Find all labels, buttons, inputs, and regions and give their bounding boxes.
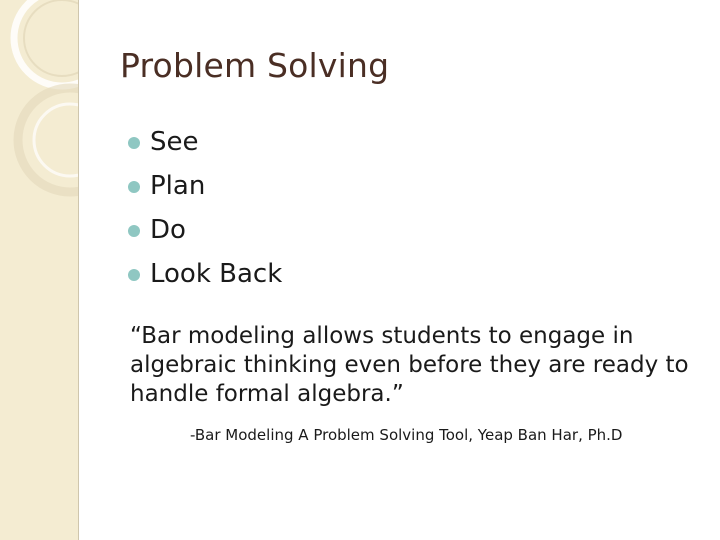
bullet-icon: [128, 181, 140, 193]
bullet-text: Plan: [150, 171, 206, 201]
list-item: [128, 252, 282, 296]
bullet-icon: [128, 269, 140, 281]
bullet-text: Look Back: [150, 259, 283, 289]
list-item: [128, 208, 282, 252]
list-item: [128, 120, 282, 164]
slide-title: Problem Solving: [120, 46, 390, 85]
decorative-side-panel: [0, 0, 79, 540]
bullet-text: See: [150, 127, 199, 157]
bullet-icon: [128, 137, 140, 149]
bullet-icon: [128, 225, 140, 237]
bullet-list: [128, 120, 282, 296]
decorative-circles: [0, 0, 78, 540]
list-item: [128, 164, 282, 208]
quote-text: “Bar modeling allows students to engage in algebraic thinking even before they are ready to handle formal algebra.”: [130, 323, 689, 407]
quote-attribution: -Bar Modeling A Problem Solving Tool, Yeap Ban Har, Ph.D: [190, 426, 623, 444]
bullet-text: Do: [150, 215, 186, 245]
